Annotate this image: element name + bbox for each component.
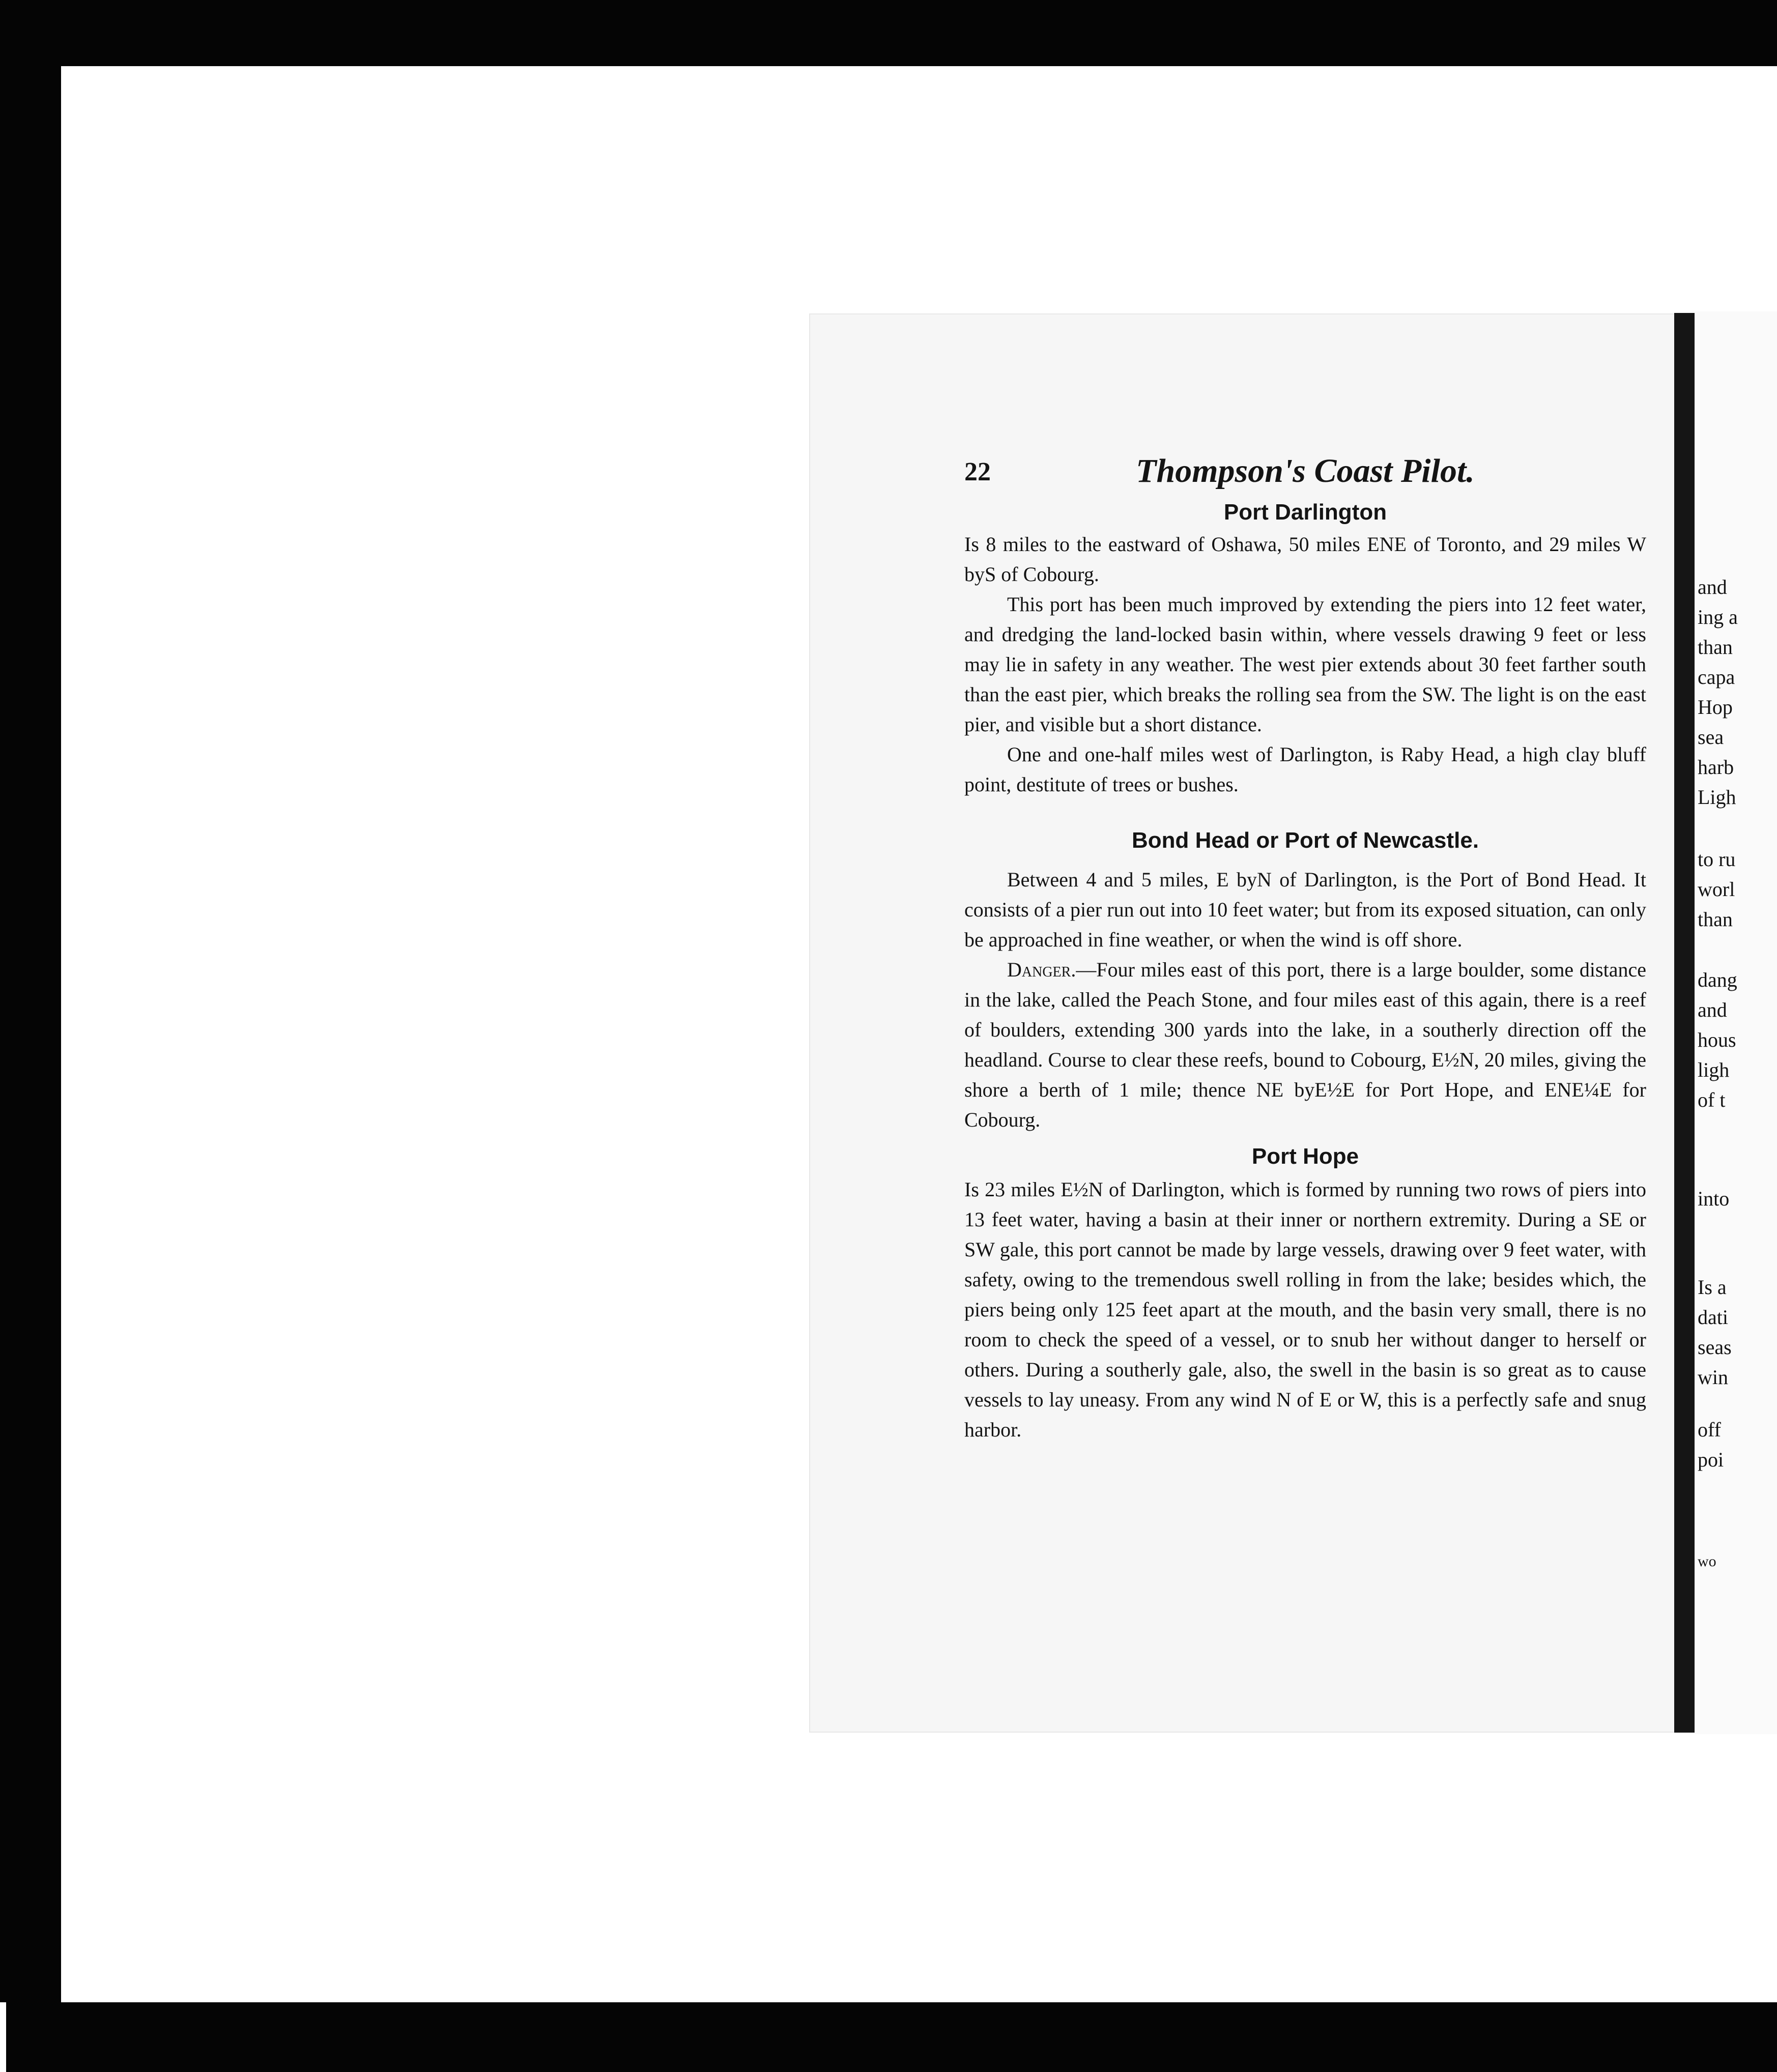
- book-spine-shadow: [1674, 313, 1695, 1733]
- scan-border-gap: [0, 2002, 6, 2072]
- section-heading-port-darlington: Port Darlington: [1223, 500, 1387, 525]
- next-page-edge: [1695, 311, 1777, 1734]
- danger-paragraph: [964, 955, 1646, 1135]
- paragraph: One and one-half miles west of Darlington, is Raby Head, a high clay bluff point, destitute of trees or bushes.: [964, 743, 1646, 796]
- section-heading-port-hope: Port Hope: [1251, 1144, 1359, 1169]
- next-page-fragment: Is a: [1698, 1276, 1727, 1299]
- next-page-fragment: seas: [1698, 1336, 1732, 1359]
- page-number: 22: [964, 457, 991, 486]
- next-page-fragment: than: [1698, 636, 1733, 658]
- next-page-fragment: and: [1698, 998, 1727, 1021]
- next-page-fragment: wo: [1698, 1553, 1716, 1570]
- next-page-fragment: capa: [1698, 666, 1735, 688]
- next-page-fragment: sea: [1698, 726, 1724, 749]
- next-page-fragment: than: [1698, 908, 1733, 931]
- next-page-fragment: poi: [1698, 1448, 1724, 1471]
- next-page-fragment: Ligh: [1698, 786, 1736, 809]
- paragraph: Is 23 miles E½N of Darlington, which is formed by running two rows of piers into 13 feet water, having a basin at their inner or northern extremity. During a SE or SW gale, this port cannot be made by large vessels, drawing over 9 feet water, with safety, owing to the tremendous swell rolling in from the lake; besides which, the piers being only 125 feet apart at the mouth, and the basin very small, there is no room to check the speed of a vessel, or to snub her without danger to herself or others. During a southerly gale, also, the swell in the basin is so great as to cause vessels to lay uneasy. From any wind N of E or W, this is a perfectly safe and snug harbor.: [964, 1178, 1646, 1441]
- scan-border-bottom: [0, 2002, 1777, 2072]
- next-page-fragment: into: [1698, 1187, 1730, 1210]
- paragraph: Between 4 and 5 miles, E byN of Darlington, is the Port of Bond Head. It consists of a pier run out into 10 feet water; but from its exposed situation, can only be approached in fine weather, or when the wind is off shore.: [964, 868, 1646, 951]
- next-page-fragment: hous: [1698, 1028, 1736, 1051]
- next-page-fragment: of t: [1698, 1088, 1726, 1111]
- danger-label: Danger.: [1007, 958, 1076, 981]
- paragraph: Is 8 miles to the eastward of Oshawa, 50 miles ENE of Toronto, and 29 miles W byS of Cobourg.: [964, 533, 1646, 586]
- next-page-fragment: ing a: [1698, 606, 1738, 628]
- next-page-fragment: ligh: [1698, 1058, 1730, 1081]
- page-header: [964, 452, 1646, 508]
- next-page-fragment: to ru: [1698, 848, 1736, 871]
- next-page-fragment: Hop: [1698, 696, 1733, 718]
- next-page-fragment: worl: [1698, 878, 1735, 901]
- scan-border-top: [0, 0, 1777, 66]
- book-page: [810, 314, 1690, 1732]
- next-page-fragment: dati: [1698, 1306, 1728, 1329]
- next-page-fragment: harb: [1698, 756, 1734, 779]
- paragraph: This port has been much improved by extending the piers into 12 feet water, and dredging the land-locked basin within, where vessels drawing 9 feet or less may lie in safety in any weather. The west pier extends about 30 feet farther south than the east pier, which breaks the rolling sea from the SW. The light is on the east pier, and visible but a short distance.: [964, 593, 1646, 736]
- scan-border-left: [0, 0, 61, 2072]
- next-page-fragment: win: [1698, 1366, 1728, 1389]
- next-page-fragment: dang: [1698, 968, 1737, 991]
- section-heading-bond-head: Bond Head or Port of Newcastle.: [1131, 828, 1479, 853]
- page-text-block: [964, 452, 1646, 1445]
- next-page-fragment: and: [1698, 575, 1727, 598]
- running-title: Thompson's Coast Pilot.: [1136, 452, 1475, 490]
- danger-text: —Four miles east of this port, there is a large boulder, some distance in the lake, called the Peach Stone, and four miles east of this again, there is a reef of boulders, extending 300 yards into the lake, in a southerly direction off the headland. Course to clear these reefs, bound to Cobourg, E½N, 20 miles, giving the shore a berth of 1 mile; thence NE byE½E for Port Hope, and ENE¼E for Cobourg.: [964, 958, 1646, 1131]
- next-page-fragment: off: [1698, 1418, 1721, 1441]
